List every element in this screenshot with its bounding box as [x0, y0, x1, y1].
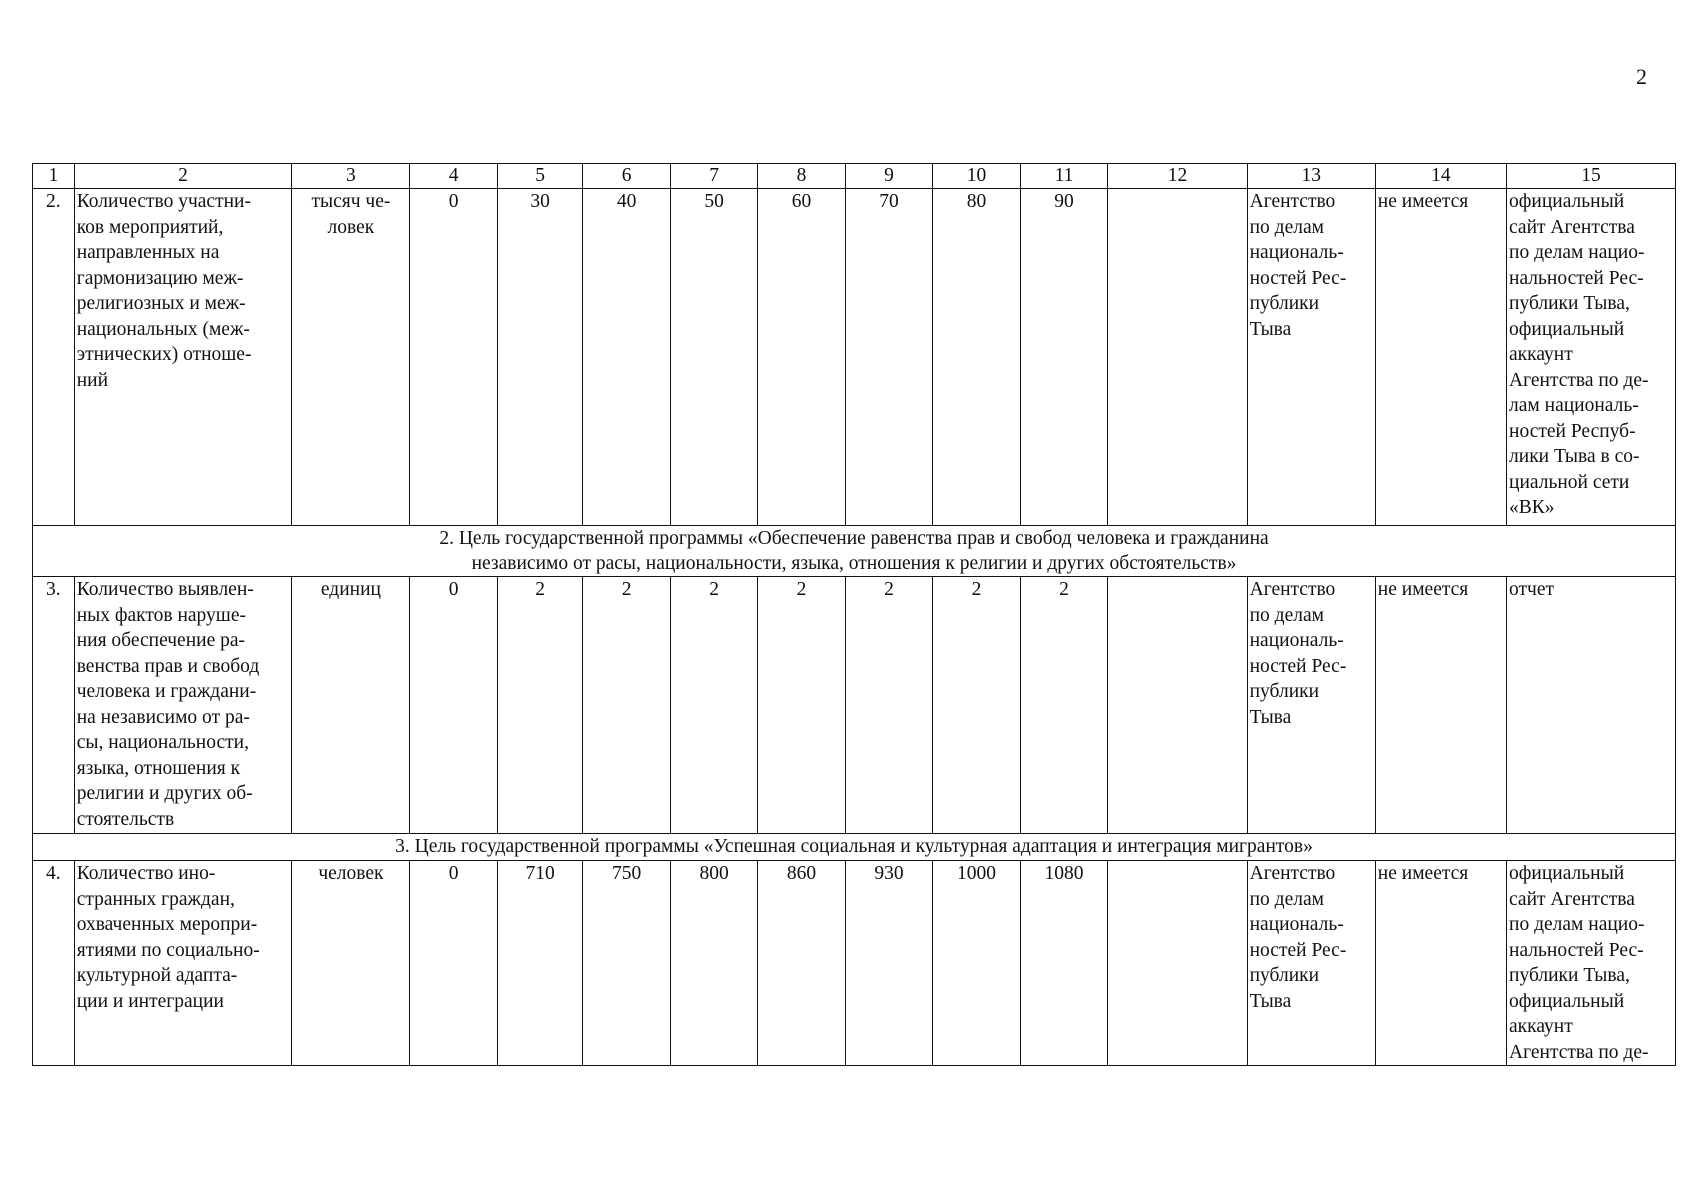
value-cell: 2	[758, 577, 845, 834]
text-line: культурной адапта-	[76, 965, 238, 986]
value-cell: 2	[670, 577, 757, 834]
value-cell: 800	[670, 861, 757, 1066]
text-line: независимо от расы, национальности, языка, отношения к религии и других обстоятельств»	[471, 553, 1237, 574]
text-line: направленных на	[76, 242, 220, 263]
goal-row	[33, 526, 1676, 577]
text-line: странных граждан,	[76, 888, 235, 910]
header-cell: 11	[1020, 164, 1107, 189]
text-line: ния обеспечение ра-	[76, 630, 245, 651]
text-line: этнических) отноше-	[76, 344, 252, 365]
text-line: отчет	[1509, 579, 1555, 600]
text-line: венства прав и свобод	[76, 655, 260, 677]
text-line: по делам	[1249, 216, 1324, 238]
text-line: ний	[76, 369, 109, 391]
header-cell: 10	[933, 164, 1020, 189]
page-number: 2	[1636, 64, 1647, 89]
text-line: Тыва	[1249, 706, 1292, 728]
text-line: религии и других об-	[76, 783, 253, 804]
text-line: националь-	[1249, 242, 1344, 263]
row-number: 2.	[33, 189, 75, 526]
text-line: Количество выявлен-	[76, 579, 254, 600]
text-line: официальный	[1509, 990, 1625, 1012]
text-line: лам националь-	[1509, 395, 1639, 416]
text-line: Количество ино-	[76, 863, 216, 884]
value-cell: 0	[410, 189, 497, 526]
text-line: гармонизацию меж-	[76, 267, 244, 289]
value-cell: 70	[845, 189, 932, 526]
text-line: лики Тыва в со-	[1509, 446, 1640, 467]
header-cell: 8	[758, 164, 845, 189]
table-row	[33, 189, 1676, 526]
text-line: аккаунт	[1509, 1016, 1573, 1037]
text-line: по делам нацио-	[1509, 242, 1645, 263]
text-line: Тыва	[1249, 318, 1292, 340]
text-line: нальностей Рес-	[1509, 939, 1644, 961]
value-cell: 2	[497, 577, 582, 834]
header-row	[33, 164, 1676, 189]
source-cell	[1507, 577, 1676, 834]
responsible-cell	[1247, 189, 1375, 526]
text-line: официальный	[1509, 863, 1625, 884]
goal-heading	[33, 526, 1676, 577]
unit-cell	[292, 189, 410, 526]
table-row	[33, 577, 1676, 834]
text-line: ции и интеграции	[76, 990, 224, 1012]
table-row	[33, 861, 1676, 1066]
header-cell: 14	[1375, 164, 1506, 189]
indicator-name	[74, 577, 292, 834]
text-line: ловек	[327, 216, 375, 238]
text-line: тысяч че-	[311, 191, 391, 212]
value-cell: 1000	[933, 861, 1020, 1066]
text-line: на независимо от ра-	[76, 706, 250, 728]
text-line: единиц	[320, 579, 381, 600]
header-cell: 12	[1108, 164, 1247, 189]
value-cell: 60	[758, 189, 845, 526]
header-cell: 6	[583, 164, 670, 189]
text-line: 2. Цель государственной программы «Обеспечение равенства прав и свобод человека и гражданина	[439, 528, 1269, 549]
goal-heading	[33, 834, 1676, 861]
text-line: «ВК»	[1509, 497, 1555, 518]
value-cell: 2	[845, 577, 932, 834]
responsible-cell	[1247, 577, 1375, 834]
indicator-name	[74, 189, 292, 526]
text-line: публики	[1249, 965, 1320, 986]
value-cell: 750	[583, 861, 670, 1066]
value-cell: 0	[410, 861, 497, 1066]
text-line: Агентство	[1249, 191, 1336, 212]
text-line: ностей Рес-	[1249, 939, 1347, 961]
indicator-name	[74, 861, 292, 1066]
header-cell: 2	[74, 164, 292, 189]
text-line: сайт Агентства	[1509, 888, 1635, 910]
availability-cell: не имеется	[1375, 189, 1506, 526]
value-cell: 2	[583, 577, 670, 834]
text-line: публики Тыва,	[1509, 293, 1630, 314]
text-line: сы, национальности,	[76, 732, 249, 753]
value-cell: 30	[497, 189, 582, 526]
text-line: ных фактов наруше-	[76, 604, 246, 626]
unit-cell	[292, 577, 410, 834]
empty-cell	[1108, 861, 1247, 1066]
text-line: публики	[1249, 293, 1320, 314]
row-number: 3.	[33, 577, 75, 834]
unit-cell	[292, 861, 410, 1066]
header-cell: 5	[497, 164, 582, 189]
value-cell: 50	[670, 189, 757, 526]
text-line: сайт Агентства	[1509, 216, 1635, 238]
value-cell: 90	[1020, 189, 1107, 526]
text-line: человек	[318, 863, 384, 884]
text-line: стоятельств	[76, 808, 175, 830]
empty-cell	[1108, 577, 1247, 834]
header-cell: 4	[410, 164, 497, 189]
text-line: религиозных и меж-	[76, 293, 246, 314]
responsible-cell	[1247, 861, 1375, 1066]
text-line: циальной сети	[1509, 471, 1630, 493]
text-line: ятиями по социально-	[76, 939, 260, 961]
empty-cell	[1108, 189, 1247, 526]
text-line: по делам	[1249, 888, 1324, 910]
text-line: официальный	[1509, 191, 1625, 212]
text-line: ностей Респуб-	[1509, 420, 1636, 442]
text-line: официальный	[1509, 318, 1625, 340]
header-cell: 3	[292, 164, 410, 189]
value-cell: 80	[933, 189, 1020, 526]
text-line: Агентство	[1249, 579, 1336, 600]
text-line: нальностей Рес-	[1509, 267, 1644, 289]
availability-cell: не имеется	[1375, 577, 1506, 834]
source-cell	[1507, 189, 1676, 526]
value-cell: 2	[1020, 577, 1107, 834]
text-line: Агентства по де-	[1509, 1041, 1649, 1063]
text-line: националь-	[1249, 914, 1344, 935]
text-line: национальных (меж-	[76, 318, 250, 340]
header-cell: 15	[1507, 164, 1676, 189]
text-line: охваченных меропри-	[76, 914, 258, 935]
indicators-table	[32, 163, 1676, 1066]
value-cell: 2	[933, 577, 1020, 834]
text-line: Агентство	[1249, 863, 1336, 884]
row-number: 4.	[33, 861, 75, 1066]
text-line: Агентства по де-	[1509, 369, 1649, 391]
goal-row	[33, 834, 1676, 861]
header-cell: 13	[1247, 164, 1375, 189]
header-cell: 7	[670, 164, 757, 189]
value-cell: 1080	[1020, 861, 1107, 1066]
text-line: националь-	[1249, 630, 1344, 651]
header-cell: 1	[33, 164, 75, 189]
text-line: 3. Цель государственной программы «Успешная социальная и культурная адаптация и интеграция мигрантов»	[395, 836, 1313, 857]
text-line: аккаунт	[1509, 344, 1573, 365]
text-line: публики	[1249, 681, 1320, 702]
value-cell: 860	[758, 861, 845, 1066]
text-line: Количество участни-	[76, 191, 251, 212]
header-cell: 9	[845, 164, 932, 189]
text-line: человека и граждани-	[76, 681, 257, 702]
text-line: ков мероприятий,	[76, 216, 224, 238]
value-cell: 710	[497, 861, 582, 1066]
availability-cell: не имеется	[1375, 861, 1506, 1066]
text-line: ностей Рес-	[1249, 267, 1347, 289]
value-cell: 930	[845, 861, 932, 1066]
text-line: публики Тыва,	[1509, 965, 1630, 986]
value-cell: 40	[583, 189, 670, 526]
value-cell: 0	[410, 577, 497, 834]
text-line: по делам нацио-	[1509, 914, 1645, 935]
text-line: языка, отношения к	[76, 757, 241, 779]
text-line: по делам	[1249, 604, 1324, 626]
text-line: Тыва	[1249, 990, 1292, 1012]
text-line: ностей Рес-	[1249, 655, 1347, 677]
source-cell	[1507, 861, 1676, 1066]
